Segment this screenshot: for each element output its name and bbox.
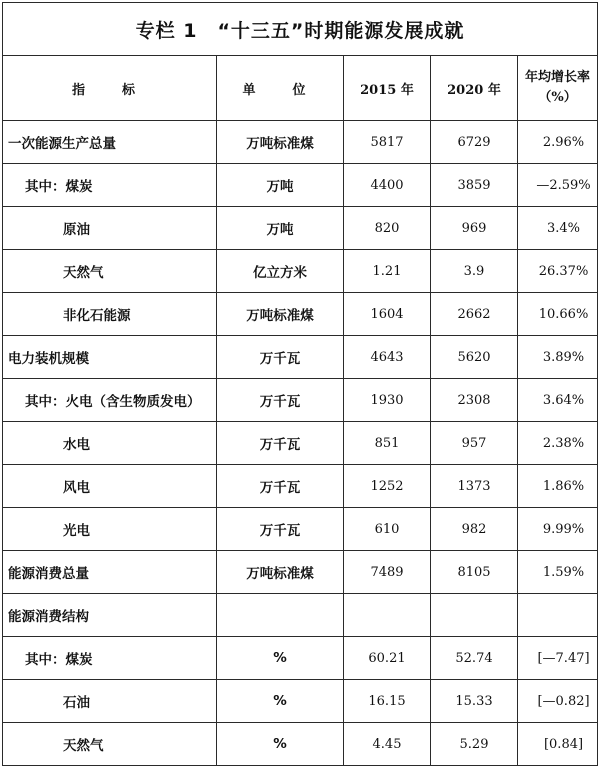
value-2020-cell: 8105	[431, 551, 518, 594]
value-2020-cell: 2308	[431, 379, 518, 422]
header-unit: 单 位	[217, 56, 344, 121]
value-2015-cell: 4.45	[344, 723, 431, 766]
table-row	[3, 637, 598, 680]
unit-cell: 万千瓦	[217, 379, 344, 422]
value-2015-cell: 1252	[344, 465, 431, 508]
indicator-cell: 天然气	[3, 250, 217, 293]
growth-cell: 2.96%	[518, 121, 598, 164]
value-2020-cell: 1373	[431, 465, 518, 508]
table-row	[3, 508, 598, 551]
value-2020-cell	[431, 594, 518, 637]
achievement-table-panel	[2, 2, 597, 752]
unit-cell: 万吨	[217, 164, 344, 207]
growth-cell: 1.59%	[518, 551, 598, 594]
table-row	[3, 422, 598, 465]
header-row	[3, 56, 598, 121]
growth-cell	[518, 594, 598, 637]
unit-cell: 万吨标准煤	[217, 293, 344, 336]
unit-cell: 万吨标准煤	[217, 551, 344, 594]
unit-cell: 万千瓦	[217, 465, 344, 508]
unit-cell: %	[217, 637, 344, 680]
header-growth-line1: 年均增长率	[525, 70, 591, 85]
value-2015-cell: 610	[344, 508, 431, 551]
growth-cell: [—7.47]	[518, 637, 598, 680]
value-2015-cell: 820	[344, 207, 431, 250]
value-2015-cell: 16.15	[344, 680, 431, 723]
indicator-cell: 其中：火电（含生物质发电）	[3, 379, 217, 422]
unit-cell: 万千瓦	[217, 336, 344, 379]
value-2015-cell: 4643	[344, 336, 431, 379]
unit-cell: %	[217, 723, 344, 766]
value-2020-cell: 5620	[431, 336, 518, 379]
header-growth-line2: （%）	[538, 90, 577, 105]
header-growth	[518, 56, 598, 121]
table-row	[3, 164, 598, 207]
table-row	[3, 293, 598, 336]
value-2020-cell: 957	[431, 422, 518, 465]
energy-achievements-table	[2, 2, 598, 766]
indicator-cell: 能源消费结构	[3, 594, 217, 637]
value-2015-cell: 1604	[344, 293, 431, 336]
value-2015-cell: 7489	[344, 551, 431, 594]
unit-cell: 万千瓦	[217, 508, 344, 551]
value-2015-cell: 851	[344, 422, 431, 465]
indicator-cell: 非化石能源	[3, 293, 217, 336]
growth-cell: 3.4%	[518, 207, 598, 250]
growth-cell: 1.86%	[518, 465, 598, 508]
value-2020-cell: 3.9	[431, 250, 518, 293]
growth-cell: 2.38%	[518, 422, 598, 465]
indicator-cell: 一次能源生产总量	[3, 121, 217, 164]
unit-cell	[217, 594, 344, 637]
growth-cell: —2.59%	[518, 164, 598, 207]
table-row	[3, 379, 598, 422]
unit-cell: 亿立方米	[217, 250, 344, 293]
unit-cell: %	[217, 680, 344, 723]
unit-cell: 万千瓦	[217, 422, 344, 465]
unit-cell: 万吨	[217, 207, 344, 250]
indicator-cell: 其中：煤炭	[3, 637, 217, 680]
table-row	[3, 250, 598, 293]
value-2015-cell: 60.21	[344, 637, 431, 680]
value-2020-cell: 15.33	[431, 680, 518, 723]
indicator-cell: 原油	[3, 207, 217, 250]
title-row	[3, 3, 598, 56]
growth-cell: 10.66%	[518, 293, 598, 336]
header-2015: 2015 年	[344, 56, 431, 121]
table-row	[3, 121, 598, 164]
indicator-cell: 天然气	[3, 723, 217, 766]
table-row	[3, 336, 598, 379]
table-row	[3, 723, 598, 766]
value-2015-cell: 1.21	[344, 250, 431, 293]
table-title: 专栏 1 “十三五”时期能源发展成就	[3, 3, 598, 56]
value-2020-cell: 52.74	[431, 637, 518, 680]
value-2015-cell	[344, 594, 431, 637]
indicator-cell: 风电	[3, 465, 217, 508]
value-2015-cell: 1930	[344, 379, 431, 422]
value-2015-cell: 5817	[344, 121, 431, 164]
value-2015-cell: 4400	[344, 164, 431, 207]
unit-cell: 万吨标准煤	[217, 121, 344, 164]
header-indicator: 指 标	[3, 56, 217, 121]
indicator-cell: 光电	[3, 508, 217, 551]
table-row	[3, 551, 598, 594]
table-row	[3, 465, 598, 508]
growth-cell: 9.99%	[518, 508, 598, 551]
growth-cell: 3.89%	[518, 336, 598, 379]
growth-cell: [0.84]	[518, 723, 598, 766]
table-row	[3, 594, 598, 637]
table-row	[3, 680, 598, 723]
growth-cell: [—0.82]	[518, 680, 598, 723]
value-2020-cell: 969	[431, 207, 518, 250]
value-2020-cell: 982	[431, 508, 518, 551]
indicator-cell: 电力装机规模	[3, 336, 217, 379]
value-2020-cell: 2662	[431, 293, 518, 336]
value-2020-cell: 6729	[431, 121, 518, 164]
table-row	[3, 207, 598, 250]
growth-cell: 26.37%	[518, 250, 598, 293]
indicator-cell: 石油	[3, 680, 217, 723]
indicator-cell: 水电	[3, 422, 217, 465]
header-2020: 2020 年	[431, 56, 518, 121]
value-2020-cell: 3859	[431, 164, 518, 207]
indicator-cell: 能源消费总量	[3, 551, 217, 594]
growth-cell: 3.64%	[518, 379, 598, 422]
indicator-cell: 其中：煤炭	[3, 164, 217, 207]
value-2020-cell: 5.29	[431, 723, 518, 766]
